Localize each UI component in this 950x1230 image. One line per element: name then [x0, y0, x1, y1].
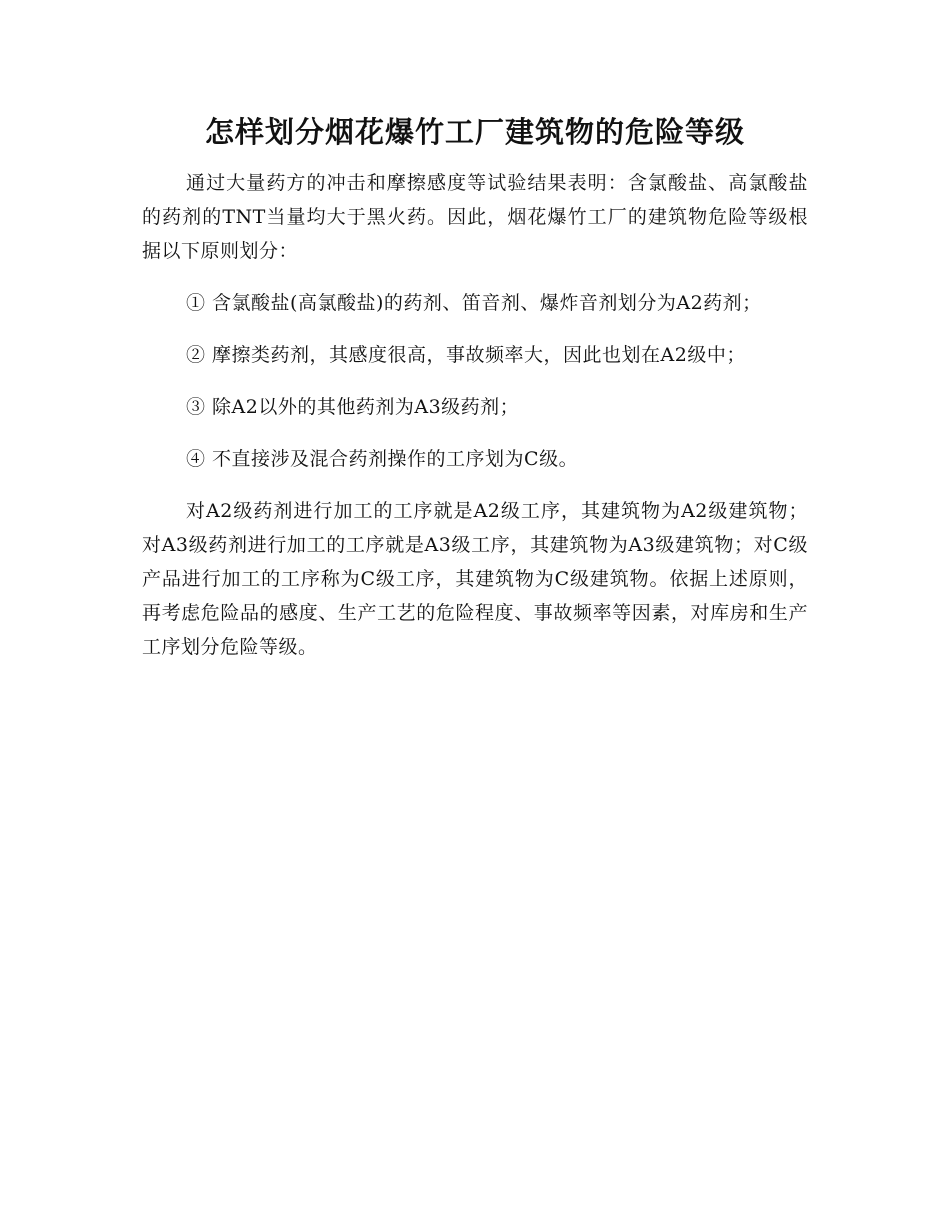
rule-item-1: ① 含氯酸盐(高氯酸盐)的药剂、笛音剂、爆炸音剂划分为A2药剂； [186, 292, 762, 314]
conclusion-paragraph: 对A2级药剂进行加工的工序就是A2级工序，其建筑物为A2级建筑物；对A3级药剂进行加工的工序就是A3级工序，其建筑物为A3级建筑物；对C级产品进行加工的工序称为C级工序，其建筑物为C级建筑物。依据上述原则，再考虑危险品的感度、生产工艺的危险程度、事故频率等因素，对库房和生产工序划分危险等级。 [142, 500, 808, 658]
rule-item-4: ④ 不直接涉及混合药剂操作的工序划为C级。 [186, 448, 579, 470]
document-title: 怎样划分烟花爆竹工厂建筑物的危险等级 [204, 115, 745, 149]
rule-item-3: ③ 除A2以外的其他药剂为A3级药剂； [186, 396, 520, 418]
intro-paragraph: 通过大量药方的冲击和摩擦感度等试验结果表明：含氯酸盐、高氯酸盐的药剂的TNT当量均大于黑火药。因此，烟花爆竹工厂的建筑物危险等级根据以下原则划分： [142, 172, 808, 262]
document-body [142, 166, 808, 682]
rule-item-2: ② 摩擦类药剂，其感度很高，事故频率大，因此也划在A2级中； [186, 344, 746, 366]
